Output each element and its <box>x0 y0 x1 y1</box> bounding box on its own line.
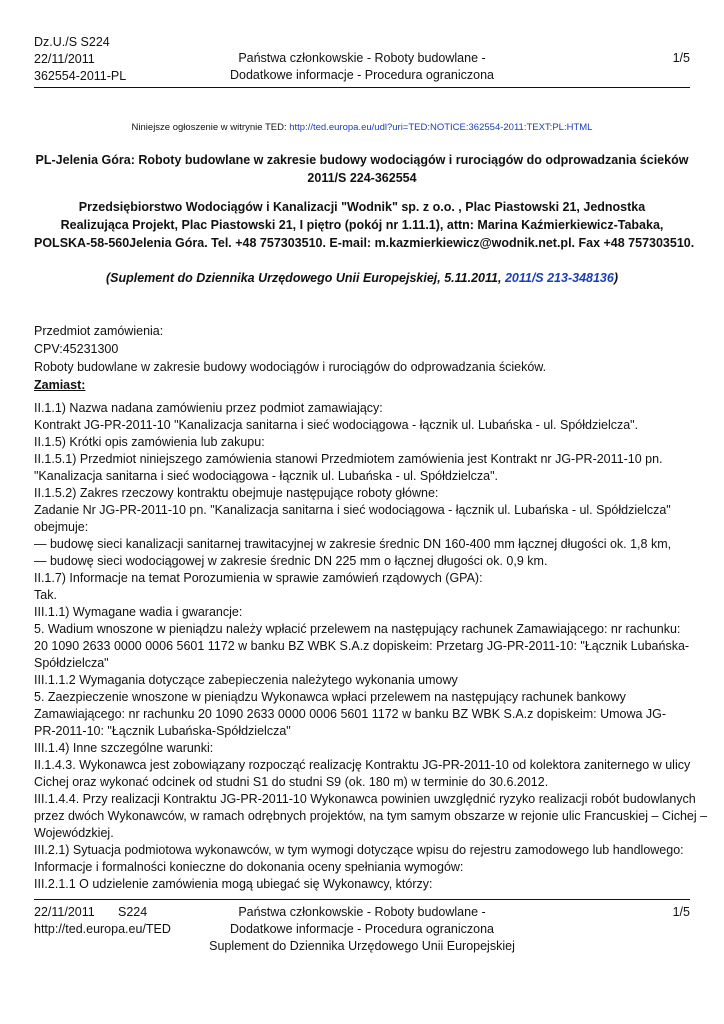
instead-heading: Zamiast: <box>34 378 86 392</box>
body-line: Tak. <box>34 588 57 602</box>
body-line: III.2.1) Sytuacja podmiotowa wykonawców, w tym wymogi dotyczące wpisu do rejestru zamodowego lub handlowego: <box>34 843 684 857</box>
page-header <box>34 34 690 86</box>
header-category-line: Państwa członkowskie - Roboty budowlane - <box>238 51 486 65</box>
footer-divider <box>34 899 690 900</box>
body-line: II.1.1) Nazwa nadana zamówieniu przez podmiot zamawiający: <box>34 401 383 415</box>
body-line: "Kanalizacja sanitarna i sieć wodociągowa - łącznik ul. Lubańska - ul. Spółdzielcza". <box>34 469 498 483</box>
footer-page-number: 1/5 <box>672 905 690 919</box>
notice-prefix: Niniejsze ogłoszenie w witrynie TED: <box>131 122 290 133</box>
body-line: obejmuje: <box>34 520 89 534</box>
footer-category-line: Suplement do Dziennika Urzędowego Unii Europejskiej <box>209 939 515 953</box>
subject-description: Roboty budowlane w zakresie budowy wodociągów i rurociągów do odprowadzania ścieków. <box>34 360 547 374</box>
notice-number: 2011/S 224-362554 <box>307 171 417 185</box>
footer-reference <box>34 904 171 938</box>
body-line: — budowę sieci wodociągowej w zakresie średnic DN 225 mm o łącznej długości ok. 0,9 km. <box>34 554 548 568</box>
body-line: Cichej oraz wykonać odcinek od studni S1 do studni S9 (ok. 180 m) w terminie do 30.6.2012. <box>34 775 549 789</box>
supplement-text: (Suplement do Dziennika Urzędowego Unii Europejskiej, 5.11.2011, <box>105 271 505 285</box>
contracting-line: Przedsiębiorstwo Wodociągów i Kanalizacji "Wodnik" sp. z o.o. , Plac Piastowski 21, Jednostka <box>78 200 646 214</box>
contracting-authority <box>34 198 695 252</box>
notice-title <box>34 151 690 187</box>
notice-url-link[interactable]: http://ted.europa.eu/udl?uri=TED:NOTICE:362554-2011:TEXT:PL:HTML <box>289 122 593 133</box>
body-line: III.1.1) Wymagane wadia i gwarancje: <box>34 605 243 619</box>
footer-category-line: Dodatkowe informacje - Procedura ograniczona <box>229 922 495 936</box>
cpv-code: CPV:45231300 <box>34 342 119 356</box>
subject-label: Przedmiot zamówienia: <box>34 324 164 338</box>
body-line: II.1.4.3. Wykonawca jest zobowiązany rozpocząć realizację Kontraktu JG-PR-2011-10 od kolektora zaniternego w ulicy <box>34 758 691 772</box>
contracting-line: POLSKA-58-560Jelenia Góra. Tel. +48 757303510. E-mail: m.kazmierkiewicz@wodnik.net.pl. Fax +48 757303510. <box>34 236 695 250</box>
body-line: PR-2011-10: "Łącznik Lubańska-Spółdzielcza" <box>34 724 291 738</box>
body-line: 5. Zaezpieczenie wnoszone w pieniądzu Wykonawca wpłaci przelewem na następujący rachunek bankowy <box>34 690 626 704</box>
header-category <box>184 50 540 84</box>
body-line: II.1.5.1) Przedmiot niniejszego zamówienia stanowi Przedmiotem zamówienia jest Kontrakt nr JG-PR-2011-10 pn. <box>34 452 663 466</box>
header-page-number: 1/5 <box>672 51 690 65</box>
body-line: 5. Wadium wnoszone w pieniądzu należy wpłacić przelewem na następujący rachunek Zamawiającego: nr rachunku: <box>34 622 681 636</box>
footer-date: 22/11/2011 <box>34 905 95 919</box>
subject-block <box>34 322 694 394</box>
footer-url: http://ted.europa.eu/TED <box>34 922 171 936</box>
header-divider <box>34 87 690 88</box>
body-line: 20 1090 2633 0000 0006 5601 1172 w banku BZ WBK S.A.z dopiskeim: Przetarg JG-PR-2011-10: "Łącznik Lubańska- <box>34 639 690 653</box>
body-line: II.1.5) Krótki opis zamówienia lub zakupu: <box>34 435 265 449</box>
notice-title-line: PL-Jelenia Góra: Roboty budowlane w zakresie budowy wodociągów i rurociągów do odprowadzania ścieków <box>35 153 689 167</box>
header-category-line: Dodatkowe informacje - Procedura ograniczona <box>229 68 495 82</box>
body-line: Informacje i formalności konieczne do dokonania oceny spełniania wymogów: <box>34 860 464 874</box>
contracting-line: Realizująca Projekt, Plac Piastowski 21, I piętro (pokój nr 1.11.1), attn: Marina Kaźmierkiewicz-Tabaka, <box>60 218 664 232</box>
body-line: II.1.7) Informacje na temat Porozumienia w sprawie zamówień rządowych (GPA): <box>34 571 483 585</box>
ted-notice-line <box>34 122 690 133</box>
supplement-close: ) <box>613 271 619 285</box>
body-line: Kontrakt JG-PR-2011-10 "Kanalizacja sanitarna i sieć wodociągowa - łącznik ul. Lubańska - ul. Spółdzielcza". <box>34 418 639 432</box>
page-footer <box>34 904 690 964</box>
body-line: Zadanie Nr JG-PR-2011-10 pn. "Kanalizacja sanitarna i sieć wodociągowa - łącznik ul. Lubańska - ul. Spółdzielcza" <box>34 503 671 517</box>
footer-category-line: Państwa członkowskie - Roboty budowlane - <box>238 905 486 919</box>
body-line: Zamawiającego: nr rachunku 20 1090 2633 0000 0006 5601 1172 w banku BZ WBK S.A.z dopiskeim: Umowa JG- <box>34 707 667 721</box>
body-line: — budowę sieci kanalizacji sanitarnej trawitacyjnej w zakresie średnic DN 160-400 mm łącznej długości ok. 1,8 km, <box>34 537 672 551</box>
supplement-reference <box>34 271 690 285</box>
body-line: III.1.4.4. Przy realizacji Kontraktu JG-PR-2011-10 Wykonawca powinien uwzględnić ryzyko realizacji robót budowlanych <box>34 792 696 806</box>
header-reference <box>34 34 126 85</box>
body-line: przez dwóch Wykonawców, w ramach odrębnych projektów, na tym samym obszarze w rejonie ulic Francuskiej – Cichej – <box>34 809 708 823</box>
header-date: 22/11/2011 <box>34 52 95 66</box>
body-line: II.1.5.2) Zakres rzeczowy kontraktu obejmuje następujące roboty główne: <box>34 486 439 500</box>
body-line: Spółdzielcza" <box>34 656 109 670</box>
footer-category <box>184 904 540 955</box>
header-notice-id: 362554-2011-PL <box>34 69 127 83</box>
supplement-link[interactable]: 2011/S 213-348136 <box>504 271 614 285</box>
footer-issue: S224 <box>118 905 148 919</box>
notice-body <box>34 400 708 893</box>
header-journal-ref: Dz.U./S S224 <box>34 35 110 49</box>
body-line: III.2.1.1 O udzielenie zamówienia mogą ubiegać się Wykonawcy, którzy: <box>34 877 433 891</box>
body-line: Wojewódzkiej. <box>34 826 114 840</box>
body-line: III.1.1.2 Wymagania dotyczące zabepieczenia należytego wykonania umowy <box>34 673 458 687</box>
body-line: III.1.4) Inne szczególne warunki: <box>34 741 214 755</box>
